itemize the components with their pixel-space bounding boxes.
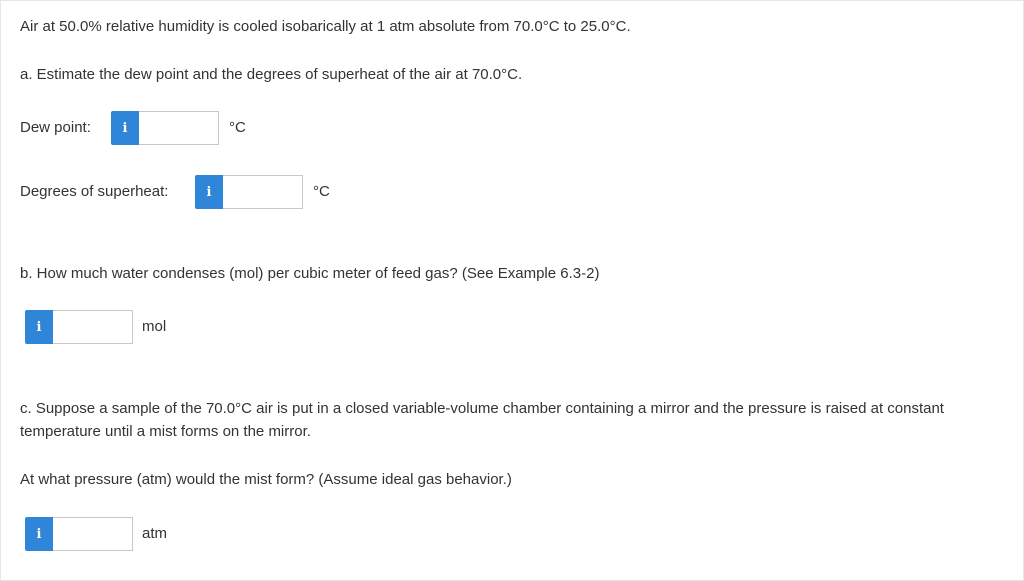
part-a-prompt: a. Estimate the dew point and the degrees of superheat of the air at 70.0°C. <box>20 66 523 83</box>
water-condensed-input[interactable] <box>53 310 133 344</box>
problem-intro: Air at 50.0% relative humidity is cooled isobarically at 1 atm absolute from 70.0°C to 25.0°C. <box>20 18 631 35</box>
superheat-input[interactable] <box>223 175 303 209</box>
dew-point-input[interactable] <box>139 111 219 145</box>
info-icon[interactable]: i <box>195 175 223 209</box>
part-c-question: At what pressure (atm) would the mist form? (Assume ideal gas behavior.) <box>20 471 512 488</box>
info-icon[interactable]: i <box>25 517 53 551</box>
dew-point-unit: °C <box>229 119 246 136</box>
water-condensed-unit: mol <box>142 318 167 335</box>
superheat-unit: °C <box>313 183 330 200</box>
info-icon[interactable]: i <box>111 111 139 145</box>
part-c-prompt: c. Suppose a sample of the 70.0°C air is put in a closed variable-volume chamber containing a mirror and the pressure is raised at constant temperature until a mist forms on the mirror. <box>20 400 944 440</box>
dew-point-label: Dew point: <box>20 119 91 136</box>
mist-pressure-input[interactable] <box>53 517 133 551</box>
info-icon[interactable]: i <box>25 310 53 344</box>
superheat-label: Degrees of superheat: <box>20 183 169 200</box>
part-b-prompt: b. How much water condenses (mol) per cubic meter of feed gas? (See Example 6.3-2) <box>20 265 600 282</box>
mist-pressure-unit: atm <box>142 525 168 542</box>
